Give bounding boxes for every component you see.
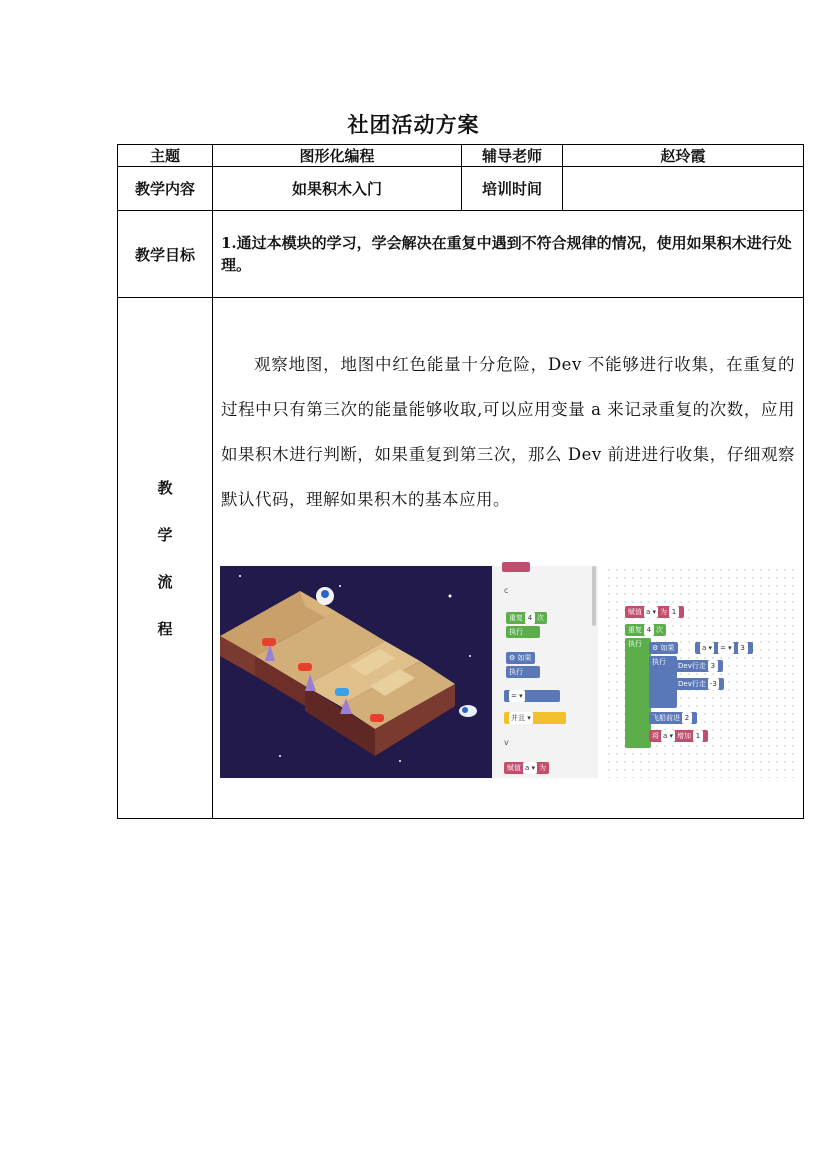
table-row bbox=[118, 298, 804, 819]
process-char: 学 bbox=[157, 526, 173, 544]
palette-assign-block[interactable] bbox=[504, 762, 549, 774]
goal-text: 1.通过本模块的学习，学会解决在重复中遇到不符合规律的情况，使用如果积木进行处理。 bbox=[213, 211, 804, 298]
time-label: 培训时间 bbox=[462, 167, 563, 211]
ship-forward-label: 飞船前进 bbox=[652, 714, 680, 722]
block-palette bbox=[492, 566, 598, 778]
process-char: 流 bbox=[157, 573, 173, 591]
dev-walk-label-2: Dev行走 bbox=[678, 680, 706, 688]
palette-block-stub[interactable] bbox=[502, 562, 530, 572]
topic-label: 主题 bbox=[118, 145, 213, 167]
condition-var: a ▾ bbox=[702, 644, 713, 652]
palette-exec-block bbox=[506, 626, 540, 638]
ship-forward-block[interactable] bbox=[649, 712, 697, 724]
repeat-count: 4 bbox=[644, 624, 654, 636]
assign-var: a ▾ bbox=[646, 608, 657, 616]
figure-strip bbox=[213, 566, 803, 780]
gear-icon: ⚙ bbox=[652, 644, 659, 652]
teacher-value: 赵玲霞 bbox=[563, 145, 804, 167]
if-block[interactable] bbox=[649, 642, 678, 654]
exec-label-2: 执行 bbox=[652, 658, 666, 666]
if-body bbox=[649, 656, 677, 708]
gear-icon: ⚙ bbox=[509, 654, 516, 662]
palette-scrollbar[interactable] bbox=[592, 566, 596, 626]
process-label bbox=[118, 298, 213, 819]
palette-repeat-block[interactable] bbox=[506, 612, 547, 624]
increment-var: a ▾ bbox=[663, 732, 674, 740]
assign-block[interactable] bbox=[625, 606, 684, 618]
times-label: 次 bbox=[537, 614, 544, 622]
teacher-label: 辅导老师 bbox=[462, 145, 563, 167]
palette-exec-block-2 bbox=[506, 666, 540, 678]
compare-op: = ▾ bbox=[511, 692, 523, 700]
condition-op: = ▾ bbox=[720, 644, 732, 652]
table-row bbox=[118, 167, 804, 211]
increment-will: 将 bbox=[652, 732, 659, 740]
assign-value: 1 bbox=[669, 606, 679, 618]
condition-value: 3 bbox=[738, 642, 748, 654]
process-char: 程 bbox=[157, 620, 173, 638]
increment-block[interactable] bbox=[649, 730, 708, 742]
palette-letter-v: v bbox=[504, 738, 509, 747]
palette-compare-block[interactable] bbox=[504, 690, 560, 702]
to-label: 为 bbox=[539, 764, 547, 772]
isometric-map-illustration bbox=[220, 566, 492, 778]
game-map-image bbox=[220, 566, 492, 778]
palette-letter-c: c bbox=[504, 586, 509, 595]
if-label: 如果 bbox=[517, 654, 532, 662]
palette-if-block[interactable] bbox=[506, 652, 535, 664]
assign-var: a ▾ bbox=[525, 764, 536, 772]
dev-walk-steps: 3 bbox=[708, 660, 718, 672]
table-row bbox=[118, 145, 804, 167]
process-char: 教 bbox=[157, 479, 173, 497]
repeat-label: 重复 bbox=[509, 614, 523, 622]
increment-label: 增加 bbox=[677, 732, 692, 740]
dev-walk-block[interactable] bbox=[675, 660, 723, 672]
ship-forward-steps: 2 bbox=[682, 712, 692, 724]
topic-value: 图形化编程 bbox=[213, 145, 462, 167]
repeat-body bbox=[625, 638, 651, 748]
content-value: 如果积木入门 bbox=[213, 167, 462, 211]
document-title: 社团活动方案 bbox=[347, 112, 480, 137]
palette-and-block[interactable] bbox=[504, 712, 566, 724]
process-paragraph: 观察地图，地图中红色能量十分危险，Dev 不能够进行收集，在重复的过程中只有第三次的能量能够收取,可以应用变量 a 来记录重复的次数，应用如果积木进行判断，如果重复到第三次，那么 Dev 前进进行收集，仔细观察默认代码，理解如果积木的基本应用。 bbox=[221, 355, 795, 509]
and-op: 并且 ▾ bbox=[511, 714, 531, 722]
exec-label: 执行 bbox=[628, 640, 642, 648]
increment-value: 1 bbox=[693, 730, 703, 742]
time-value bbox=[563, 167, 804, 211]
repeat-block[interactable] bbox=[625, 624, 666, 636]
process-content bbox=[213, 298, 804, 819]
assign-label: 赋值 bbox=[628, 608, 642, 616]
activity-plan-table bbox=[117, 144, 804, 819]
condition-block[interactable] bbox=[695, 642, 753, 654]
repeat-label: 重复 bbox=[628, 626, 642, 634]
dev-walk-steps-2: -3 bbox=[709, 680, 717, 688]
if-label: 如果 bbox=[660, 644, 675, 652]
exec-label: 执行 bbox=[509, 628, 523, 636]
table-row bbox=[118, 211, 804, 298]
to-label: 为 bbox=[660, 608, 668, 616]
goal-label: 教学目标 bbox=[118, 211, 213, 298]
dev-walk-label: Dev行走 bbox=[678, 662, 706, 670]
assign-label: 赋值 bbox=[507, 764, 521, 772]
content-label: 教学内容 bbox=[118, 167, 213, 211]
exec-label-2: 执行 bbox=[509, 668, 523, 676]
repeat-count: 4 bbox=[525, 612, 535, 624]
times-label: 次 bbox=[656, 626, 663, 634]
code-workspace bbox=[605, 566, 795, 778]
dev-walk-block-2[interactable] bbox=[675, 678, 724, 690]
